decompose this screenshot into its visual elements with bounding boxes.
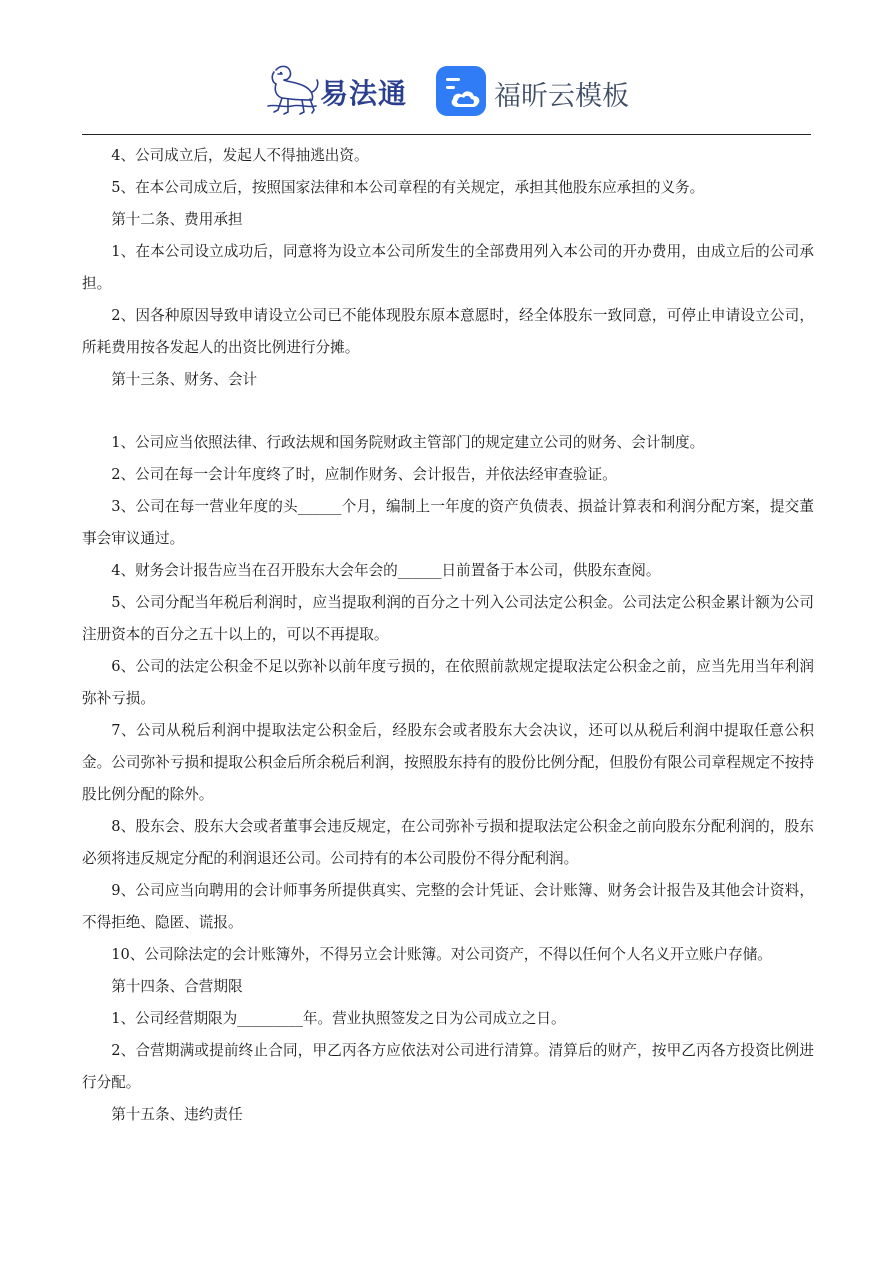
paragraph: 4、财务会计报告应当在召开股东大会年会的______日前置备于本公司，供股东查阅。 [111,562,661,579]
section-heading: 第十四条、合营期限 [111,978,243,995]
section-heading: 第十二条、费用承担 [111,211,243,228]
section-heading: 第十三条、财务、会计 [111,371,258,388]
paragraph: 9、公司应当向聘用的会计师事务所提供真实、完整的会计凭证、会计账簿、财务会计报告及其他会计资料，不得拒绝、隐匿、谎报。 [82,882,814,931]
section-heading: 第十五条、违约责任 [111,1106,243,1123]
paragraph: 2、合营期满或提前终止合同，甲乙丙各方应依法对公司进行清算。清算后的财产，按甲乙丙各方投资比例进行分配。 [82,1042,814,1091]
paragraph: 4、公司成立后，发起人不得抽逃出资。 [111,147,369,164]
paragraph: 6、公司的法定公积金不足以弥补以前年度亏损的，在依照前款规定提取法定公积金之前，应当先用当年利润弥补亏损。 [82,658,814,707]
paragraph: 10、公司除法定的会计账簿外，不得另立会计账簿。对公司资产，不得以任何个人名义开立账户存储。 [111,946,772,963]
document-cloud-icon [436,66,486,116]
qilin-animal-icon [262,62,320,118]
paragraph: 2、因各种原因导致申请设立公司已不能体现股东原本意愿时，经全体股东一致同意，可停止申请设立公司，所耗费用按各发起人的出资比例进行分摊。 [82,307,814,356]
paragraph: 5、在本公司成立后，按照国家法律和本公司章程的有关规定，承担其他股东应承担的义务。 [111,179,705,196]
foxit-cloud-template-logo [436,64,636,118]
header-divider [82,134,811,135]
foxit-cloud-template-text: 福昕云模板 [494,81,629,112]
yifatong-logo-text: 易法通 [320,77,408,110]
paragraph: 3、公司在每一营业年度的头______个月，编制上一年度的资产负债表、损益计算表和利润分配方案，提交董事会审议通过。 [82,498,814,547]
paragraph: 1、在本公司设立成功后，同意将为设立本公司所发生的全部费用列入本公司的开办费用，由成立后的公司承担。 [82,243,814,292]
paragraph: 1、公司经营期限为_________年。营业执照签发之日为公司成立之日。 [111,1010,566,1027]
page-header [0,0,893,135]
paragraph: 5、公司分配当年税后利润时，应当提取利润的百分之十列入公司法定公积金。公司法定公积金累计额为公司注册资本的百分之五十以上的，可以不再提取。 [82,594,814,643]
paragraph: 7、公司从税后利润中提取法定公积金后，经股东会或者股东大会决议，还可以从税后利润中提取任意公积金。公司弥补亏损和提取公积金后所余税后利润，按照股东持有的股份比例分配，但股份有限公司章程规定不按持股比例分配的除外。 [82,722,814,803]
paragraph: 8、股东会、股东大会或者董事会违反规定，在公司弥补亏损和提取法定公积金之前向股东分配利润的，股东必须将违反规定分配的利润退还公司。公司持有的本公司股份不得分配利润。 [82,818,814,867]
document-body [82,140,814,1131]
paragraph: 2、公司在每一会计年度终了时，应制作财务、会计报告，并依法经审查验证。 [111,466,617,483]
blank-line [82,396,814,427]
yifatong-logo [262,62,422,118]
paragraph: 1、公司应当依照法律、行政法规和国务院财政主管部门的规定建立公司的财务、会计制度。 [111,434,705,451]
